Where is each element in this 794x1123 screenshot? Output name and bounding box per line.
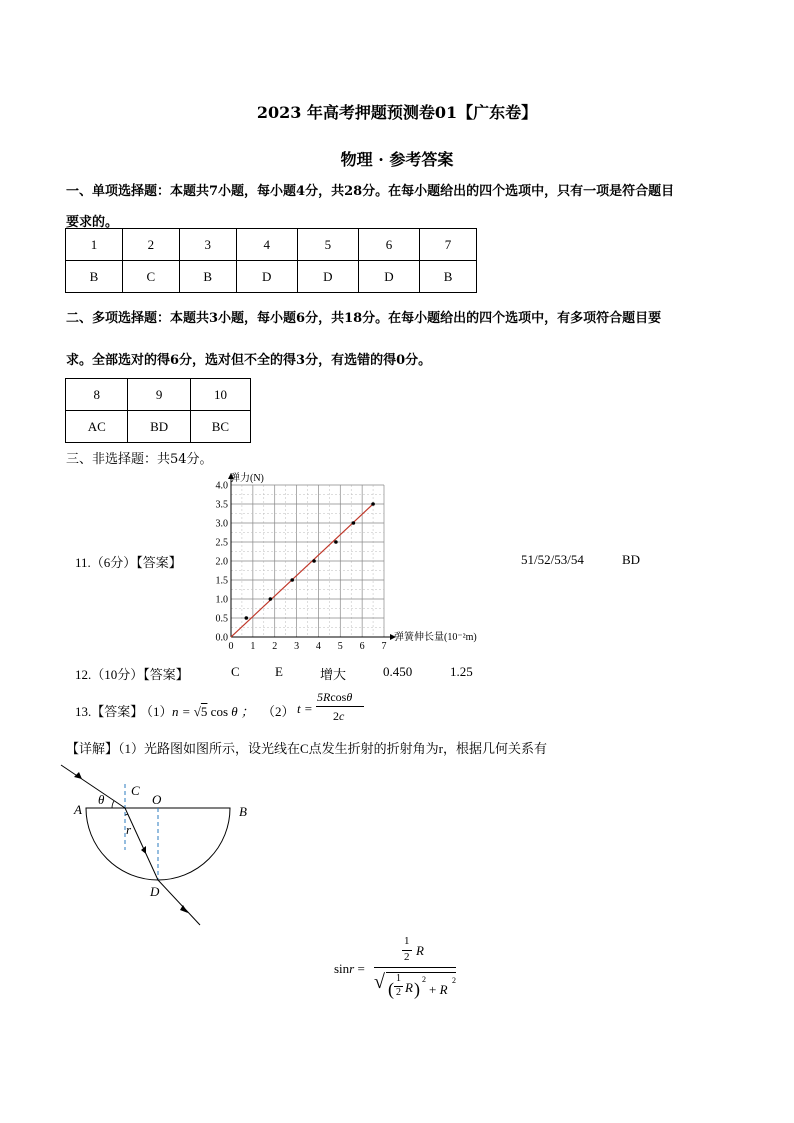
section2-line2: 求。全部选对的得6分，选对但不全的得3分，有选错的得0分。: [66, 353, 432, 368]
section1-line1: 一、单项选择题：本题共7小题，每小题4分，共28分。在每小题给出的四个选项中，只有一项是符合题目: [66, 184, 675, 199]
y-tick-label: 3.0: [215, 518, 228, 530]
table-cell: BD: [128, 411, 190, 443]
x-tick-label: 7: [381, 641, 387, 650]
table-cell: 6: [358, 229, 419, 261]
table-cell: BC: [190, 411, 250, 443]
table-cell: D: [297, 261, 358, 293]
data-point: [312, 559, 316, 563]
table-cell: 7: [420, 229, 477, 261]
table-row: [66, 261, 477, 293]
q12-answer-4: 0.450: [383, 664, 413, 679]
x-tick-label: 1: [250, 641, 256, 650]
table-cell: 2: [122, 229, 179, 261]
x-tick-label: 2: [272, 641, 278, 650]
section2-line1: 二、多项选择题：本题共3小题，每小题6分，共18分。在每小题给出的四个选项中，有多项符合题目要: [66, 311, 662, 326]
table-cell: B: [420, 261, 477, 293]
table-cell: C: [122, 261, 179, 293]
q13-label: 13.【答案】: [75, 704, 144, 719]
q13-part2: （2）: [262, 704, 295, 719]
table-cell: D: [358, 261, 419, 293]
exit-ray: [158, 880, 200, 925]
q12-answer-1: C: [231, 664, 240, 679]
table-cell: D: [236, 261, 297, 293]
y-tick-label: 2.0: [215, 556, 228, 568]
table-cell: 5: [297, 229, 358, 261]
q12-answer-2: E: [275, 664, 283, 679]
x-tick-label: 4: [315, 641, 321, 650]
q11-answer2: 51/52/53/54: [521, 552, 584, 567]
data-point: [334, 540, 338, 544]
data-point: [352, 521, 356, 525]
incident-arrow-icon: [74, 772, 82, 779]
label-b: B: [239, 804, 247, 819]
q13-part1: （1）: [140, 704, 173, 719]
q12-answer-3: 增大: [320, 667, 347, 682]
data-point: [245, 616, 249, 620]
x-tick-label: 0: [228, 641, 234, 650]
table-row: [66, 229, 477, 261]
exit-arrow-icon: [180, 905, 188, 913]
refracted-ray: [125, 808, 158, 880]
y-tick-label: 1.5: [215, 575, 228, 587]
chart-grid: [231, 485, 384, 637]
chart-ylabel: 弹力(N): [230, 473, 264, 484]
label-a: A: [74, 802, 82, 817]
table-row: [66, 411, 251, 443]
spring-force-chart: [200, 470, 500, 650]
q12-label: 12.（10分）【答案】: [75, 667, 189, 682]
table-cell: 10: [190, 379, 250, 411]
sinr-formula: sinr = 1 2 R √ ( 1 2 R ) 2 + R 2: [334, 935, 456, 999]
label-r: r: [126, 822, 132, 837]
table-cell: AC: [66, 411, 128, 443]
data-point: [269, 597, 273, 601]
section3-heading: [66, 448, 213, 467]
table-row: [66, 379, 251, 411]
x-tick-label: 5: [337, 641, 343, 650]
page-subtitle: 物理 · 参考答案: [340, 150, 454, 169]
theta-arc: [112, 801, 114, 808]
incident-ray: [61, 765, 125, 808]
label-c: C: [131, 783, 140, 798]
chart-xlabel: 弹簧伸长量(10⁻²m): [394, 632, 477, 643]
data-point: [290, 578, 294, 582]
table-cell: 4: [236, 229, 297, 261]
section2-answer-table: [65, 378, 251, 443]
x-tick-label: 3: [294, 641, 300, 650]
page-title: 2023 年高考押题预测卷01【广东卷】: [256, 103, 538, 122]
y-tick-label: 0.5: [215, 613, 228, 625]
q12-answer-5: 1.25: [450, 664, 473, 679]
y-tick-label: 0.0: [215, 632, 228, 644]
q11-answer3: BD: [622, 552, 641, 567]
table-cell: 1: [66, 229, 123, 261]
q11-label: 11.（6分）【答案】: [75, 555, 182, 570]
label-o: O: [152, 792, 162, 807]
x-tick-label: 6: [359, 641, 365, 650]
label-d: D: [150, 884, 160, 899]
y-tick-label: 1.0: [215, 594, 228, 606]
section1-answer-table: [65, 228, 477, 293]
table-cell: B: [179, 261, 236, 293]
y-tick-label: 4.0: [215, 480, 228, 492]
table-cell: 8: [66, 379, 128, 411]
section1-line2: 要求的。: [66, 215, 119, 230]
y-tick-label: 2.5: [215, 537, 228, 549]
optics-diagram: [60, 760, 280, 930]
q13-formula-1: n = √5 cos θ ；: [172, 704, 254, 719]
table-cell: 3: [179, 229, 236, 261]
table-cell: 9: [128, 379, 190, 411]
table-cell: B: [66, 261, 123, 293]
y-tick-label: 3.5: [215, 499, 228, 511]
data-point: [371, 502, 375, 506]
chart-ticks: [216, 481, 387, 651]
q13-detail: 【详解】（1）光路图如图所示，设光线在C点发生折射的折射角为r，根据几何关系有: [66, 741, 548, 756]
section3-heading-text: 三、非选择题：共54分。: [66, 452, 213, 467]
label-theta: θ: [98, 792, 105, 807]
